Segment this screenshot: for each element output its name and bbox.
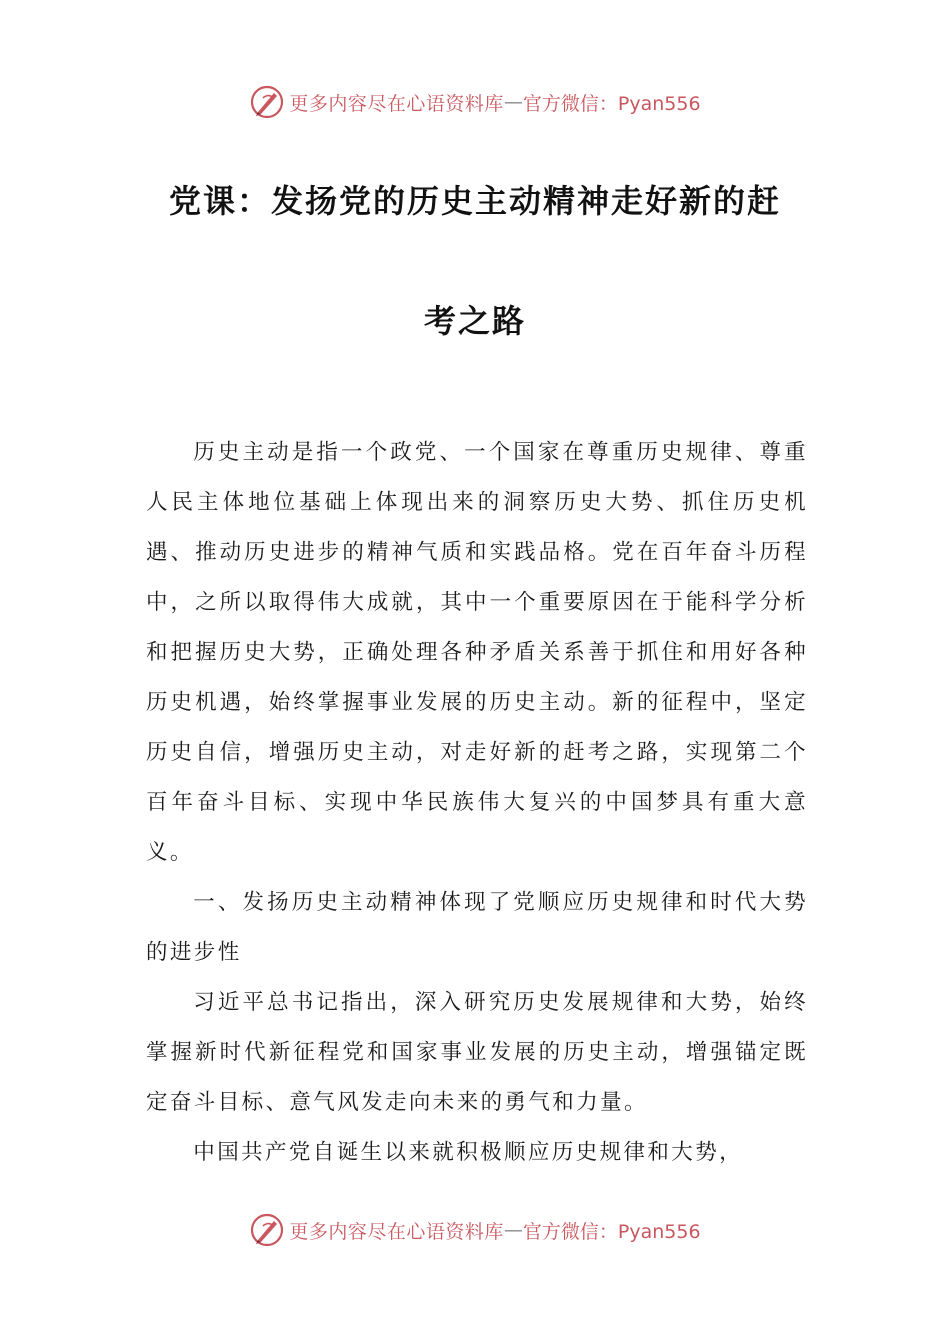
watermark-contact-text: 官方微信：Pyan556 [522,92,701,115]
watermark-dash: — [503,1219,523,1241]
document-body [146,428,808,1178]
paragraph: 历史主动是指一个政党、一个国家在尊重历史规律、尊重人民主体地位基础上体现出来的洞察历史大势、抓住历史机遇、推动历史进步的精神气质和实践品格。党在百年奋斗历程中，之所以取得伟大成就，其中一个重要原因在于能科学分析和把握历史大势，正确处理各种矛盾关系善于抓住和用好各种历史机遇，始终掌握事业发展的历史主动。新的征程中，坚定历史自信，增强历史主动，对走好新的赶考之路，实现第二个百年奋斗目标、实现中华民族伟大复兴的中国梦具有重大意义。 [146,440,808,865]
paragraph: 中国共产党自诞生以来就积极顺应历史规律和大势， [193,1140,743,1165]
section-heading: 一、发扬历史主动精神体现了党顺应历史规律和时代大势的进步性 [146,890,808,965]
brand [249,1212,700,1248]
watermark-contact-text: 官方微信：Pyan556 [522,1220,701,1243]
footer-watermark [0,1210,950,1250]
watermark-site-text: 更多内容尽在心语资料库 [289,1220,504,1243]
watermark-site-text: 更多内容尽在心语资料库 [289,92,504,115]
document-title-line-1: 党课：发扬党的历史主动精神走好新的赶 [168,182,781,220]
paragraph: 习近平总书记指出，深入研究历史发展规律和大势，始终掌握新时代新征程党和国家事业发展的历史主动，增强锚定既定奋斗目标、意气风发走向未来的勇气和力量。 [146,990,808,1115]
pen-logo-icon [249,84,285,120]
document-title-line-2: 考之路 [423,302,526,340]
brand [249,84,700,120]
pen-logo-icon [249,1212,285,1248]
header-watermark [0,82,950,122]
watermark-dash: — [503,91,523,113]
